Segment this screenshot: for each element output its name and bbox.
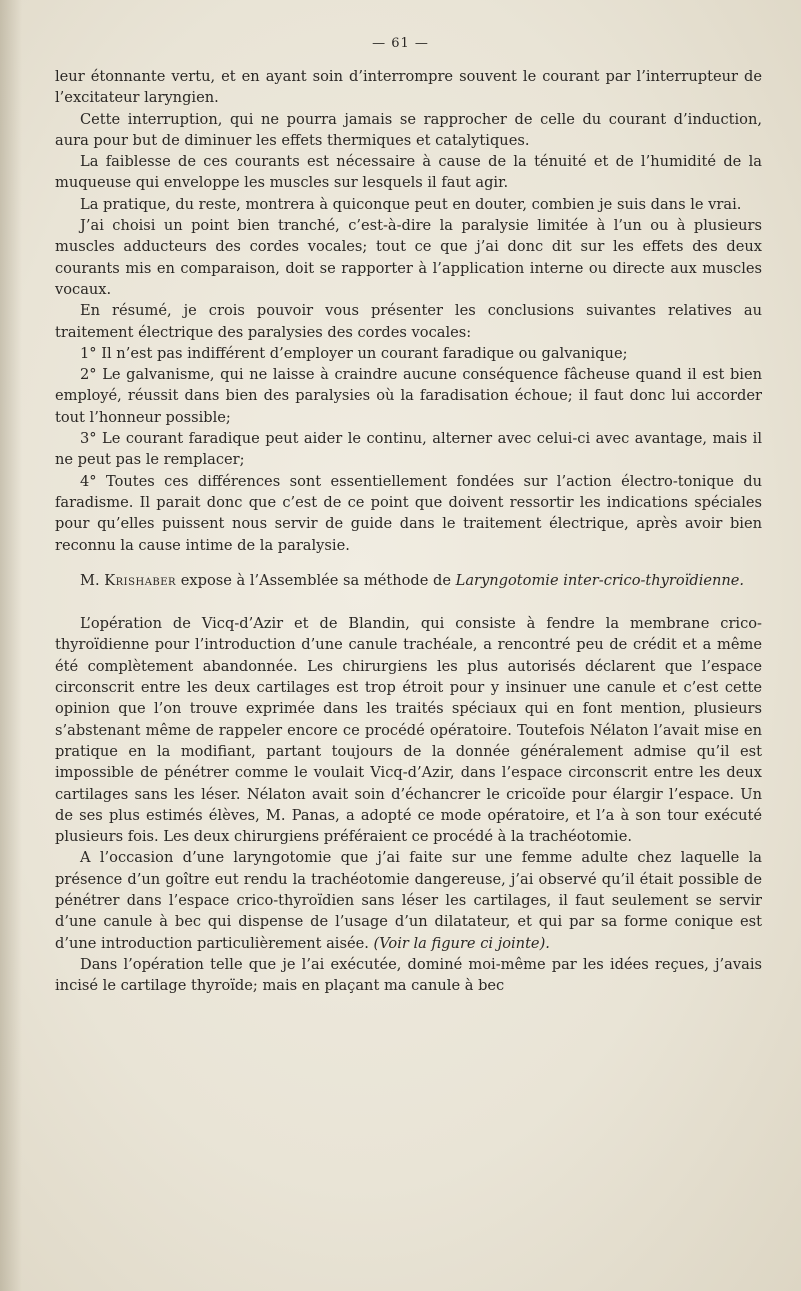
paragraph-5: J’ai choisi un point bien tranché, c’est-à-dire la paralysie limitée à l’un ou à plusieurs muscles adducteurs des cordes vocales; tout ce que j’ai donc dit sur les effets des deux courants mis en comparaison, doit se rapporter à l’application interne ou directe aux muscles vocaux.	[55, 217, 762, 298]
paragraph-3: La faiblesse de ces courants est nécessaire à cause de la ténuité et de l’humidité de la muqueuse qui enveloppe les muscles sur lesquels il faut agir.	[55, 153, 762, 192]
conclusion-1: 1° Il n’est pas indifférent d’employer un courant faradique ou galvanique;	[80, 344, 628, 362]
paragraph-4: La pratique, du reste, montrera à quiconque peut en douter, combien je suis dans le vrai.	[80, 195, 742, 213]
announcement-prefix: M.	[80, 571, 105, 589]
speaker-name: Krishaber	[104, 571, 177, 589]
figure-reference: (Voir la figure ci jointe).	[373, 934, 550, 952]
conclusion-3: 3° Le courant faradique peut aider le continu, alterner avec celui-ci avec avantage, mais il ne peut pas le remplacer;	[55, 430, 762, 469]
page-number: — 61 —	[372, 36, 429, 51]
paragraph-final: Dans l’opération telle que je l’ai exécutée, dominé moi-même par les idées reçues, j’avais incisé le cartilage thyroïde; mais en plaçant ma canule à bec	[55, 955, 762, 995]
paragraph-occasion	[55, 847, 762, 953]
conclusion-2: 2° Le galvanisme, qui ne laisse à craindre aucune conséquence fâcheuse quand il est bien employé, réussit dans bien des paralysies où la faradisation échoue; il faut donc lui accorder tout l’honneur possible;	[55, 366, 762, 426]
paragraph-operation: L’opération de Vicq-d’Azir et de Blandin, qui consiste à fendre la membrane crico-thyroïdienne pour l’introduction d’une canule trachéale, a rencontré peu de crédit et a même été complètement abandonnée. Les chirurgiens les plus autorisés déclarent que l’espace circonscrit entre les deux cartilages est trop étroit pour y insinuer une canule et c’est cette opinion que l’on trouve exprimée dans les traités spéciaux qui en font mention, plusieurs s’abstenant même de rappeler encore ce procédé opératoire. Toutefois Nélaton l’avait mise en pratique en la modifiant, partant toujours de la donnée généralement admise qu’il est impossible de pénétrer comme le voulait Vicq-d’Azir, dans l’espace circonscrit entre les deux cartilages sans les léser. Nélaton avait soin d’échancrer le cricoïde pour élargir l’espace. Un de ses plus estimés élèves, M. Panas, a adopté ce mode opératoire, et l’a à son tour exécuté plusieurs fois. Les deux chirurgiens préféraient ce procédé à la trachéotomie.	[55, 615, 762, 846]
paragraph-2: Cette interruption, qui ne pourra jamais se rapprocher de celle du courant d’induction, aura pour but de diminuer les effets thermiques et catalytiques.	[55, 110, 762, 149]
announcement-middle: expose à l’Assemblée sa méthode de	[176, 571, 456, 589]
conclusion-4: 4° Toutes ces différences sont essentiellement fondées sur l’action électro-tonique du faradisme. Il parait donc que c’est de ce point que doivent ressortir les indications spéciales pour qu’elles puissent nous servir de guide dans le traitement électrique, après avoir bien reconnu la cause intime de la paralysie.	[55, 472, 762, 554]
page-gutter-shadow	[0, 0, 22, 1291]
body-text	[55, 66, 762, 996]
paragraph-6: En résumé, je crois pouvoir vous présenter les conclusions suivantes relatives au traitement électrique des paralysies des cordes vocales:	[55, 302, 762, 341]
occasion-text: A l’occasion d’une laryngotomie que j’ai faite sur une femme adulte chez laquelle la présence d’un goître eut rendu la trachéotomie dangereuse, j’ai observé qu’il était possible de pénétrer dans l’espace crico-thyroïdien sans léser les cartilages, il faut seulement se servir d’une canule à bec qui dispense de l’usage d’un dilatateur, et qui par sa forme conique est d’une introduction particulièrement aisée.	[55, 849, 762, 952]
method-title: Laryngotomie inter-crico-thyroïdienne.	[455, 571, 745, 589]
announcement-paragraph	[55, 570, 762, 591]
paragraph-1: leur étonnante vertu, et en ayant soin d’interrompre souvent le courant par l’interrupteur de l’excitateur laryngien.	[55, 68, 762, 107]
